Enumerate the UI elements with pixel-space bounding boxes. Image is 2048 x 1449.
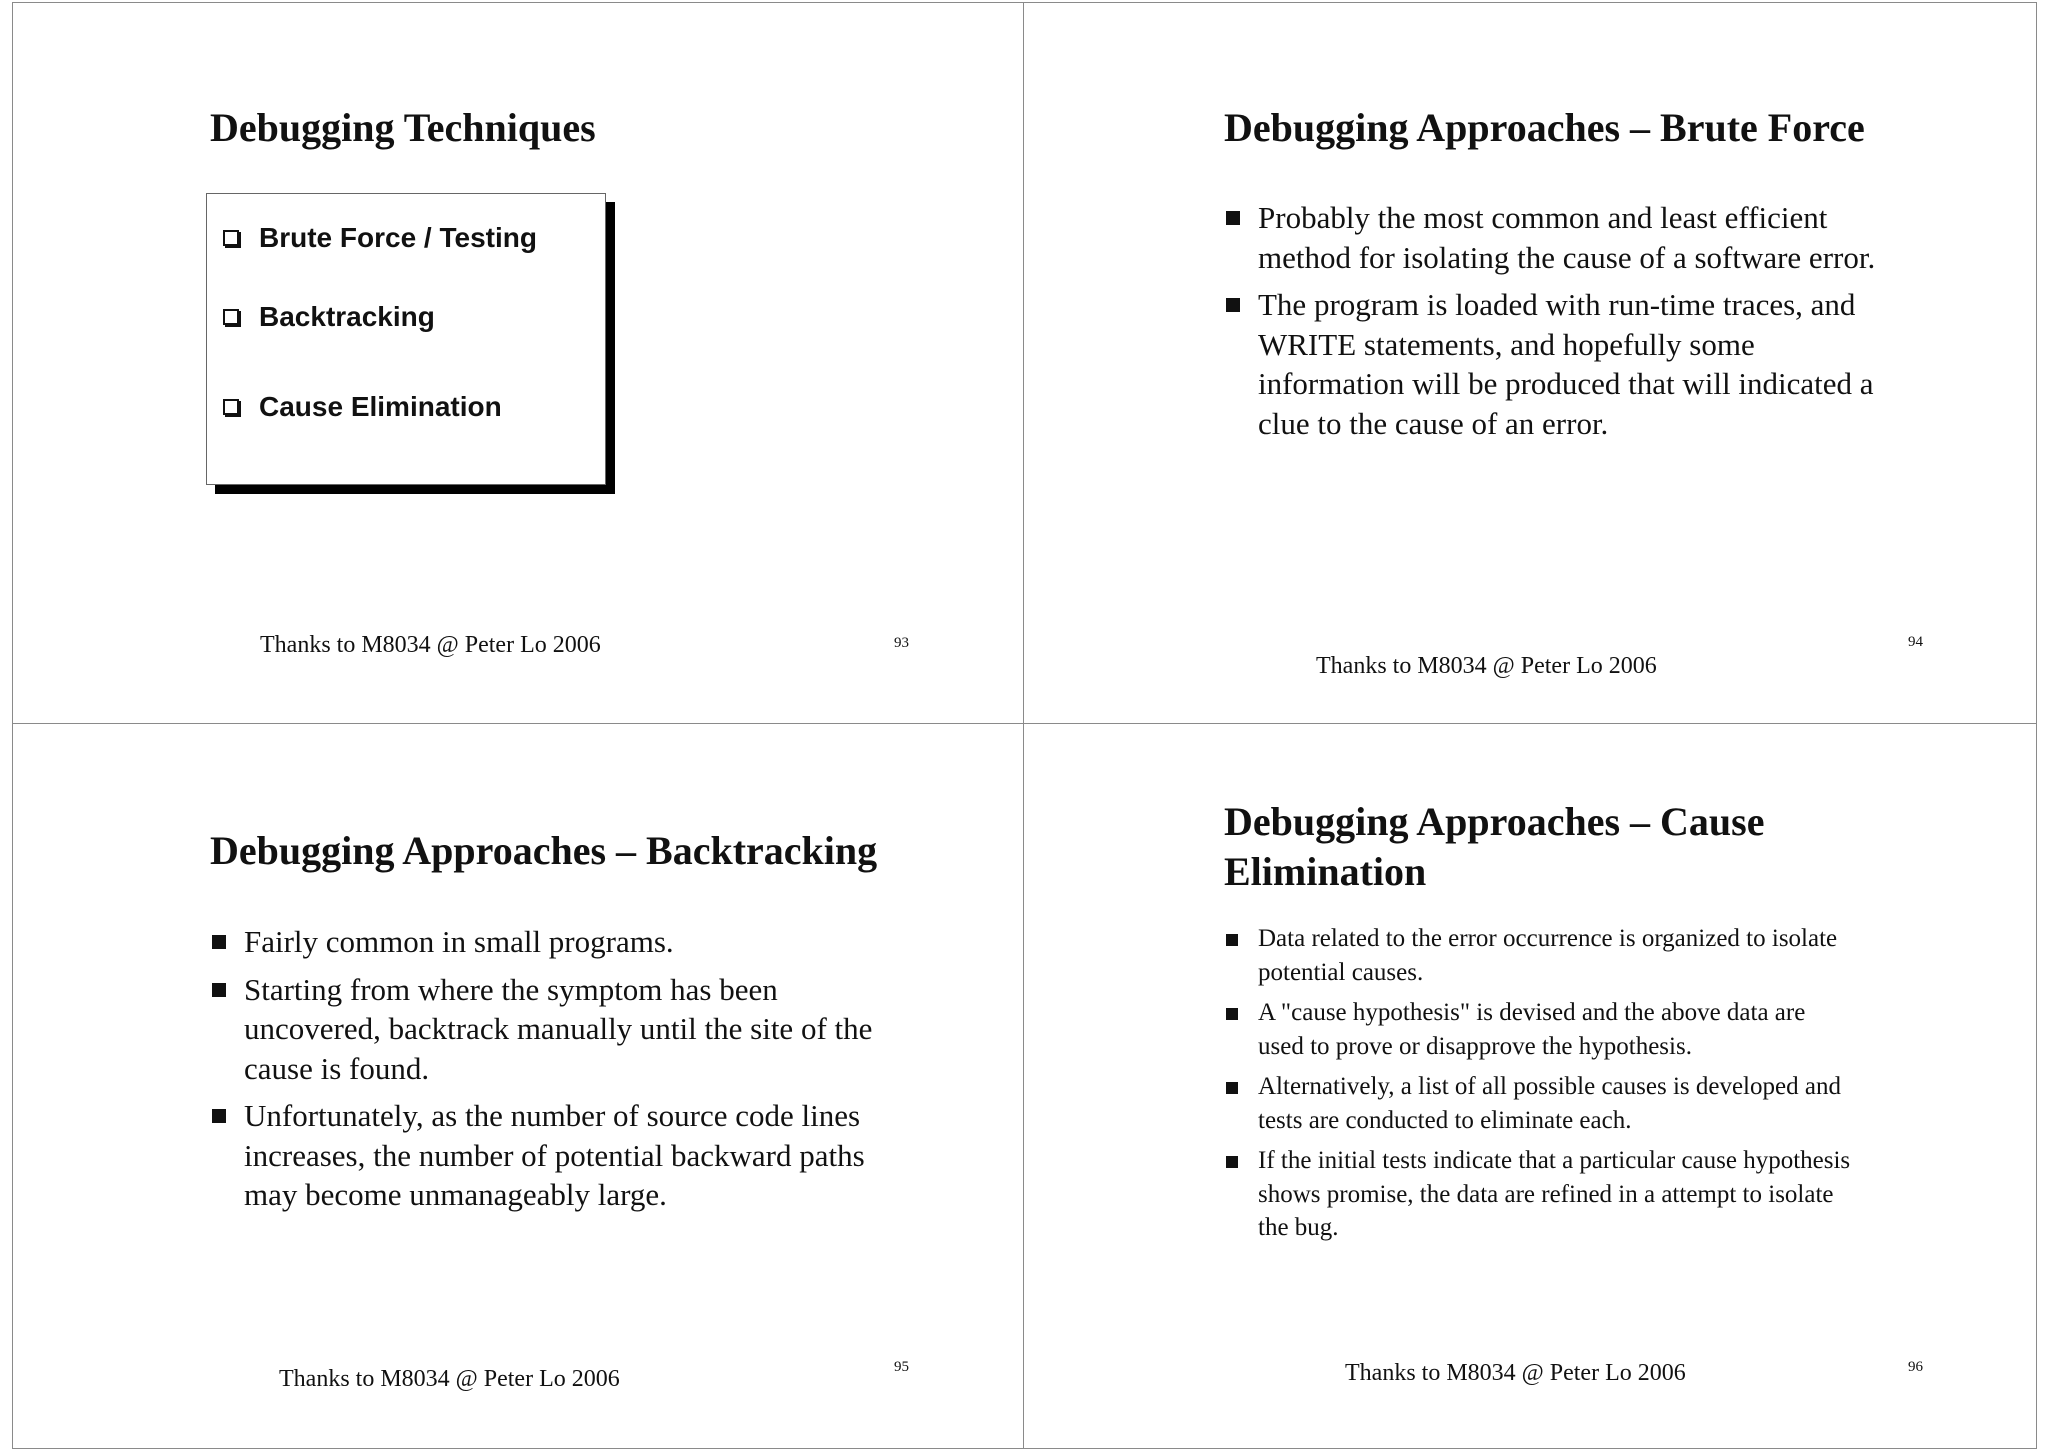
page-number: 94 [1908,634,1923,650]
technique-item: Brute Force / Testing [259,222,537,254]
bullet-item: Starting from where the symptom has been uncovered, backtrack manually until the site of the cause is found. [210,970,930,1089]
checkbox-icon [223,399,239,415]
checkbox-icon [223,309,239,325]
slide-title: Debugging Techniques [210,105,596,150]
slide-footer: Thanks to M8034 @ Peter Lo 2006 [1316,653,1657,679]
slide-title: Debugging Approaches – Cause Elimination [1224,799,1765,894]
vertical-divider [1023,2,1024,1448]
bullet-item: Alternatively, a list of all possible causes is developed and tests are conducted to eliminate each. [1224,1070,1944,1137]
bullet-list [210,922,930,1223]
bullet-item: Fairly common in small programs. [210,922,930,962]
techniques-box [206,193,606,485]
square-bullet-icon [212,983,226,997]
square-bullet-icon [1226,934,1238,946]
square-bullet-icon [212,1109,226,1123]
slide-footer: Thanks to M8034 @ Peter Lo 2006 [279,1366,620,1392]
bullet-item: Probably the most common and least efficient method for isolating the cause of a software error. [1224,198,1924,277]
square-bullet-icon [1226,1082,1238,1094]
page-number: 95 [894,1359,909,1375]
bullet-item: A "cause hypothesis" is devised and the above data are used to prove or disapprove the hypothesis. [1224,996,1944,1063]
slide-footer: Thanks to M8034 @ Peter Lo 2006 [260,632,601,658]
square-bullet-icon [212,935,226,949]
bullet-item: Data related to the error occurrence is organized to isolate potential causes. [1224,922,1944,989]
technique-item: Backtracking [259,301,435,333]
slide-title: Debugging Approaches – Brute Force [1224,105,1865,150]
square-bullet-icon [1226,1008,1238,1020]
square-bullet-icon [1226,211,1240,225]
bullet-item: Unfortunately, as the number of source code lines increases, the number of potential backward paths may become unmanageably large. [210,1096,930,1215]
square-bullet-icon [1226,298,1240,312]
bullet-list [1224,922,1944,1252]
technique-item: Cause Elimination [259,391,502,423]
slide-footer: Thanks to M8034 @ Peter Lo 2006 [1345,1360,1686,1386]
square-bullet-icon [1226,1156,1238,1168]
page-number: 93 [894,635,909,651]
bullet-item: If the initial tests indicate that a particular cause hypothesis shows promise, the data are refined in a attempt to isolate the bug. [1224,1144,1944,1245]
checkbox-icon [223,230,239,246]
horizontal-divider [12,723,2037,724]
bullet-list [1224,198,1924,451]
slide-title: Debugging Approaches – Backtracking [210,828,878,873]
page-number: 96 [1908,1359,1923,1375]
bullet-item: The program is loaded with run-time traces, and WRITE statements, and hopefully some information will be produced that will indicated a clue to the cause of an error. [1224,285,1924,443]
